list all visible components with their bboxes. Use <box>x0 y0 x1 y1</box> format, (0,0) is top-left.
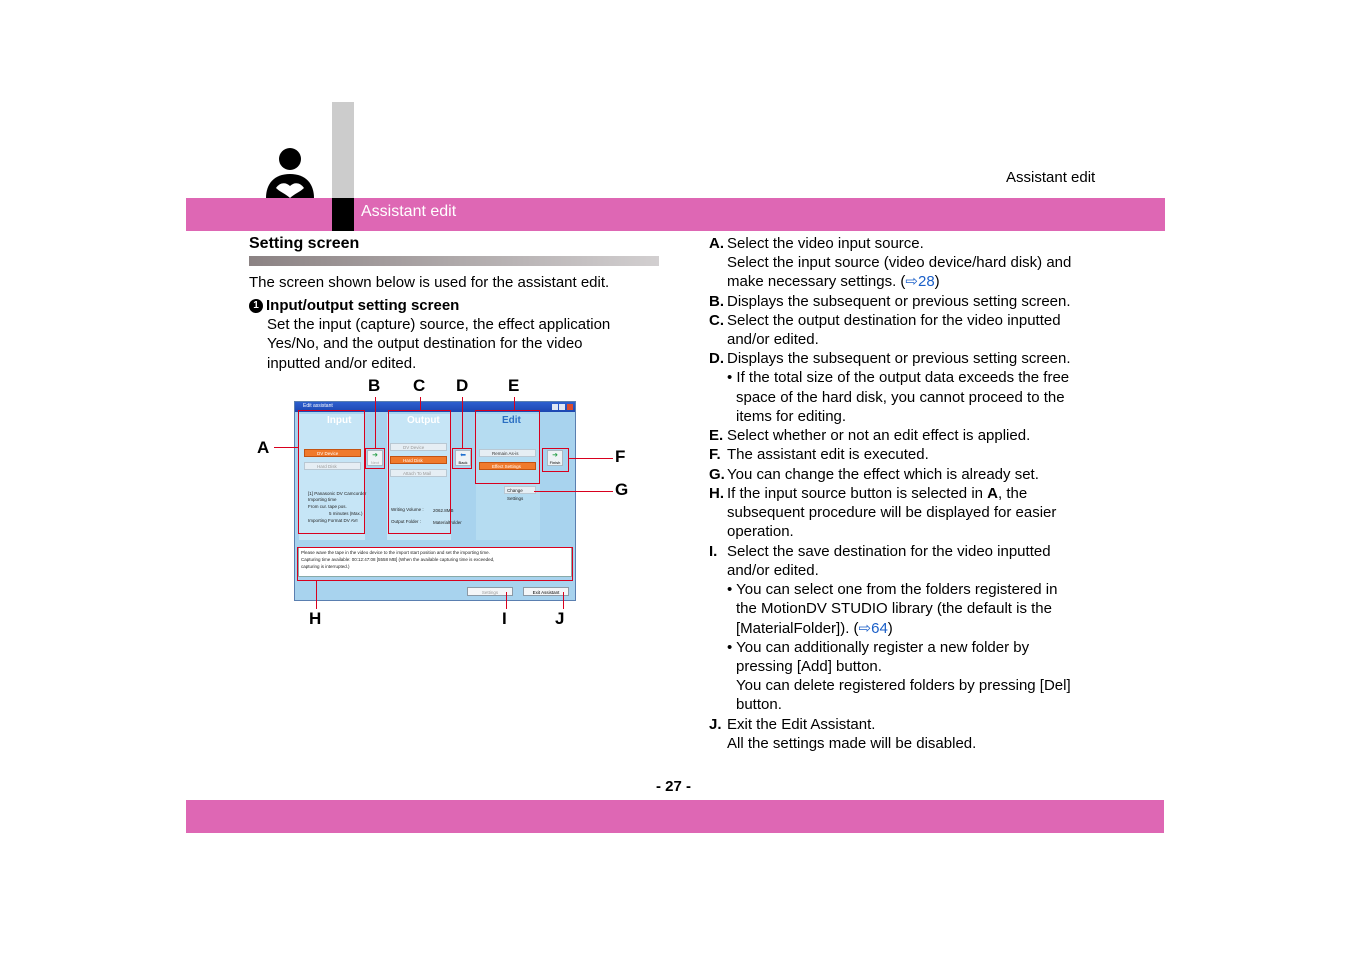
desc-text: The assistant edit is executed. <box>727 446 929 463</box>
desc-j <box>709 715 875 734</box>
window-title: Edit assistant <box>303 403 333 409</box>
back-label: Back <box>458 460 468 465</box>
desc-bullet-cont: the MotionDV STUDIO library (the default is the <box>736 600 1052 617</box>
link-page-number: 64 <box>871 620 888 637</box>
desc-b <box>709 292 1071 311</box>
desc-text: Select the output destination for the video inputted <box>727 312 1061 329</box>
desc-text: ) <box>934 273 940 290</box>
maximize-icon <box>559 404 565 410</box>
section-label: Assistant edit <box>361 203 457 220</box>
desc-e <box>709 426 1030 445</box>
desc-text: subsequent procedure will be displayed for easier <box>727 504 1057 521</box>
effect-settings-button[interactable]: Effect Settings <box>479 462 536 470</box>
desc-bold: A <box>987 485 998 502</box>
callout-box-b <box>365 448 385 469</box>
desc-text-with-link <box>727 272 940 291</box>
finish-arrow-icon: ➜ <box>552 452 558 459</box>
input-info-line: Importing time <box>308 497 337 502</box>
item-heading <box>249 296 459 315</box>
page-link-28[interactable]: ⇨28 <box>905 273 935 290</box>
message-line: capturing is interrupted.) <box>301 564 350 569</box>
output-header: Output <box>407 415 440 426</box>
page-number: - 27 - <box>656 778 692 795</box>
desc-text: Displays the subsequent or previous setting screen. <box>727 293 1071 310</box>
close-icon <box>567 404 573 410</box>
leader-g <box>534 491 613 492</box>
desc-text: Select whether or not an edit effect is applied. <box>727 427 1031 444</box>
leader-f <box>569 458 613 459</box>
callout-d: D <box>456 376 469 395</box>
callout-box-e <box>475 410 540 484</box>
dv-device-button[interactable]: DV Device <box>304 449 361 457</box>
desc-bullet-cont: button. <box>736 696 782 713</box>
output-folder-value: MaterialFolder <box>433 520 462 525</box>
intro-text: The screen shown below is used for the assistant edit. <box>249 274 610 291</box>
desc-text: You can change the effect which is already set. <box>727 466 1039 483</box>
desc-text: , the <box>998 485 1028 502</box>
callout-h: H <box>309 609 322 628</box>
desc-bullet-cont: pressing [Add] button. <box>736 658 882 675</box>
callout-e: E <box>508 376 520 395</box>
item-desc-line: Set the input (capture) source, the effect application <box>267 316 611 333</box>
callout-f: F <box>615 447 626 466</box>
leader-j <box>563 592 564 609</box>
desc-text: Select the input source (video device/hard disk) and <box>727 254 1072 271</box>
desc-bullet-with-link <box>736 619 893 638</box>
next-arrow-icon: ➜ <box>372 452 378 459</box>
desc-label: H. <box>709 485 724 502</box>
desc-text: Select the video input source. <box>727 235 924 252</box>
desc-label: D. <box>709 350 724 367</box>
leader-c <box>420 397 421 410</box>
desc-bullet: • If the total size of the output data exceeds the free <box>727 369 1070 386</box>
callout-box-d <box>452 448 472 469</box>
section-rule <box>249 256 659 266</box>
callout-b: B <box>368 376 381 395</box>
callout-i: I <box>502 609 507 628</box>
desc-bullet-cont: You can delete registered folders by pressing [Del] <box>736 677 1071 694</box>
leader-i <box>506 592 507 609</box>
desc-f <box>709 445 929 464</box>
leader-d <box>462 397 463 448</box>
callout-box-f <box>542 448 569 472</box>
writing-volume-label: Writing Volume : <box>391 507 424 512</box>
remain-as-is-button[interactable]: Remain As-is <box>479 449 536 457</box>
input-info-line: Importing Format DV AVI <box>308 518 358 523</box>
desc-bullet-cont: items for editing. <box>736 408 847 425</box>
desc-text: [MaterialFolder]). ( <box>736 620 859 637</box>
minimize-icon <box>552 404 558 410</box>
callout-a: A <box>257 438 270 457</box>
next-label: Next <box>370 460 380 465</box>
callout-box-h <box>297 547 573 581</box>
footer-band <box>186 800 1164 833</box>
writing-volume-value: 2062.8MB <box>433 508 454 513</box>
desc-text: If the input source button is selected in <box>727 485 988 502</box>
desc-label: J. <box>709 716 722 733</box>
desc-label: C. <box>709 312 724 329</box>
desc-text: Select the save destination for the video inputted <box>727 543 1051 560</box>
desc-text: ) <box>887 620 893 637</box>
header-accent-bar <box>332 102 354 198</box>
callout-box-c <box>388 410 451 534</box>
desc-bullet: • You can additionally register a new folder by <box>727 639 1030 656</box>
message-line: Please wave the tape in the video device to the import start position and set the importing time. <box>301 550 490 555</box>
desc-label: F. <box>709 446 721 463</box>
desc-label: E. <box>709 427 724 444</box>
header-tab-marker <box>332 198 354 231</box>
desc-g <box>709 465 1039 484</box>
leader-a <box>274 447 298 448</box>
output-dv-device-button[interactable]: DV Device <box>390 443 447 451</box>
input-info-line: 5 minutes (Max.) <box>329 511 363 516</box>
desc-label: I. <box>709 543 718 560</box>
settings-button[interactable]: Settings <box>467 587 513 596</box>
callout-c: C <box>413 376 426 395</box>
desc-a <box>709 234 924 253</box>
desc-d <box>709 349 1071 368</box>
finish-label: Finish <box>549 460 561 465</box>
desc-text: and/or edited. <box>727 562 819 579</box>
callout-j: J <box>555 609 565 628</box>
input-header: Input <box>327 415 352 426</box>
desc-label: G. <box>709 466 725 483</box>
desc-text: Exit the Edit Assistant. <box>727 716 876 733</box>
leader-b <box>375 397 376 448</box>
leader-h <box>316 581 317 609</box>
desc-text: operation. <box>727 523 794 540</box>
back-arrow-icon: ⬅ <box>460 452 466 459</box>
item-desc-line: inputted and/or edited. <box>267 355 417 372</box>
message-line: Capturing time available: 00:12:47:08 [5558 MB] (When the available capturing time is exceeded, <box>301 557 495 562</box>
input-info-line: [1] Panasonic DV Camcorder <box>308 491 367 496</box>
number-badge: 1 <box>249 299 263 313</box>
change-settings-button[interactable]: Change Settings <box>504 486 536 494</box>
output-hard-disk-button[interactable]: Hard Disk <box>390 456 447 464</box>
hard-disk-button[interactable]: Hard Disk <box>304 462 361 470</box>
desc-bullet-cont: space of the hard disk, you cannot proceed to the <box>736 389 1065 406</box>
callout-box-a <box>298 410 365 534</box>
exit-assistant-button[interactable]: Exit Assistant <box>523 587 569 596</box>
person-icon <box>262 146 318 198</box>
link-page-number: 28 <box>917 273 935 290</box>
page-link-64[interactable]: ⇨64 <box>858 620 888 637</box>
running-title: Assistant edit <box>1006 169 1096 186</box>
item-desc-line: Yes/No, and the output destination for the video <box>267 335 583 352</box>
desc-bullet: • You can select one from the folders registered in <box>727 581 1058 598</box>
callout-g: G <box>615 480 629 499</box>
desc-i <box>709 542 1051 561</box>
item-title: Input/output setting screen <box>266 297 460 314</box>
desc-text: and/or edited. <box>727 331 819 348</box>
section-title: Setting screen <box>249 235 360 252</box>
desc-text: Displays the subsequent or previous setting screen. <box>727 350 1071 367</box>
desc-h <box>709 484 1027 503</box>
output-folder-label: Output Folder : <box>391 519 422 524</box>
desc-text: All the settings made will be disabled. <box>727 735 977 752</box>
edit-header: Edit <box>502 415 521 426</box>
leader-e <box>514 397 515 410</box>
desc-c <box>709 311 1061 330</box>
desc-text: make necessary settings. ( <box>727 273 906 290</box>
attach-to-mail-button[interactable]: Attach To Mail <box>390 469 447 477</box>
desc-label: A. <box>709 235 724 252</box>
input-info-line: From cur. tape pos. <box>308 504 347 509</box>
desc-label: B. <box>709 293 724 310</box>
